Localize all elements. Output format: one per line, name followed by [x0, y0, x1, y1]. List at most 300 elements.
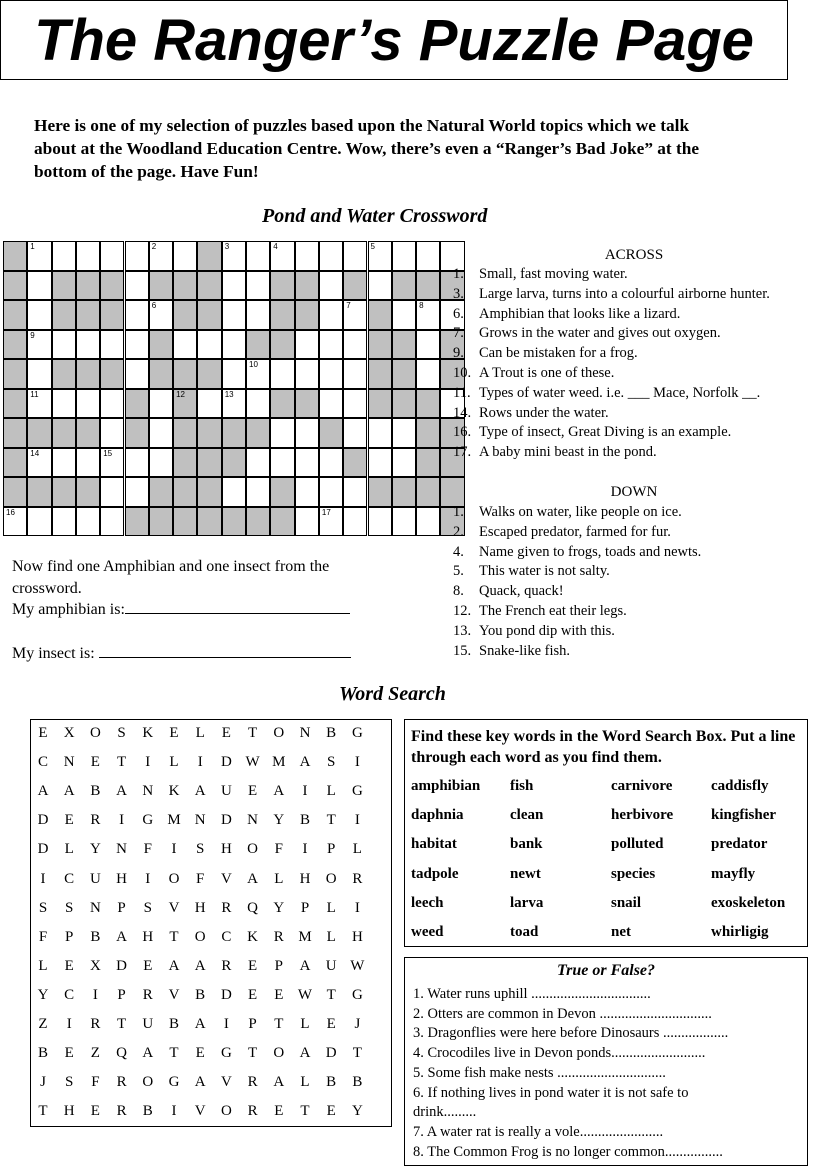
wordsearch-letter[interactable]: M: [272, 754, 286, 771]
true-false-item: 4. Crocodiles live in Devon ponds..........................: [413, 1045, 706, 1062]
crossword-block: [368, 330, 392, 360]
wordsearch-letter[interactable]: P: [248, 1016, 257, 1032]
crossword-cell[interactable]: [319, 477, 343, 507]
wordsearch-letter[interactable]: O: [220, 1103, 232, 1120]
wordsearch-letter[interactable]: G: [220, 1045, 232, 1062]
crossword-block: [149, 330, 173, 360]
wordsearch-letter[interactable]: H: [142, 928, 154, 945]
wordsearch-letter[interactable]: N: [194, 812, 206, 829]
crossword-cell[interactable]: [173, 330, 197, 360]
wordsearch-letter[interactable]: L: [352, 841, 362, 858]
wordsearch-letter[interactable]: A: [194, 783, 206, 800]
wordsearch-letter[interactable]: X: [63, 725, 75, 741]
wordsearch-letter[interactable]: B: [326, 725, 337, 741]
wordsearch-letter[interactable]: L: [300, 1074, 310, 1091]
crossword-cell[interactable]: [319, 389, 343, 419]
wordsearch-letter[interactable]: L: [300, 1016, 310, 1032]
wordsearch-letter[interactable]: T: [117, 1016, 127, 1032]
wordsearch-letter[interactable]: I: [223, 1016, 229, 1032]
wordsearch-letter[interactable]: L: [38, 957, 48, 974]
crossword-cell[interactable]: [197, 389, 221, 419]
crossword-cell[interactable]: [52, 330, 76, 360]
wordsearch-letter[interactable]: T: [248, 1045, 258, 1062]
crossword-cell[interactable]: [27, 448, 51, 478]
wordsearch-letter[interactable]: T: [169, 928, 179, 945]
wordsearch-letter[interactable]: I: [302, 783, 308, 800]
wordsearch-letter[interactable]: A: [247, 870, 259, 887]
crossword-cell[interactable]: [416, 300, 440, 330]
wordsearch-letter[interactable]: D: [116, 957, 128, 974]
wordsearch-letter[interactable]: F: [143, 841, 152, 858]
wordsearch-letter[interactable]: E: [221, 725, 231, 741]
wordsearch-letter[interactable]: U: [142, 1016, 154, 1032]
wordsearch-letter[interactable]: S: [38, 899, 48, 916]
wordsearch-letter[interactable]: E: [195, 1045, 205, 1062]
crossword-cell[interactable]: [222, 300, 246, 330]
wordsearch-letter[interactable]: I: [66, 1016, 72, 1032]
wordsearch-letter[interactable]: P: [274, 957, 283, 974]
wordsearch-letter[interactable]: L: [326, 928, 336, 945]
wordsearch-letter[interactable]: E: [326, 1103, 336, 1120]
wordsearch-letter[interactable]: R: [90, 1016, 101, 1032]
crossword-cell[interactable]: [27, 271, 51, 301]
across-clue: [453, 265, 770, 285]
crossword-cell[interactable]: [392, 507, 416, 537]
crossword-cell[interactable]: [295, 241, 319, 271]
wordsearch-letter[interactable]: T: [300, 1103, 310, 1120]
wordsearch-letter[interactable]: I: [171, 1103, 177, 1120]
wordsearch-letter[interactable]: D: [220, 986, 232, 1003]
wordsearch-letter[interactable]: I: [354, 899, 360, 916]
wordsearch-letter[interactable]: E: [274, 1103, 284, 1120]
crossword-cell[interactable]: [100, 507, 124, 537]
wordsearch-letter[interactable]: R: [247, 1074, 258, 1091]
wordsearch-letter[interactable]: P: [65, 928, 74, 945]
wordsearch-letter[interactable]: C: [37, 754, 48, 771]
crossword-cell[interactable]: [76, 507, 100, 537]
wordsearch-letter[interactable]: A: [194, 1016, 206, 1032]
clue-number: 12.: [453, 602, 472, 619]
wordsearch-letter[interactable]: Y: [37, 986, 49, 1003]
wordsearch-letter[interactable]: O: [194, 928, 206, 945]
wordsearch-letter[interactable]: F: [196, 870, 205, 887]
wordsearch-letter[interactable]: A: [299, 1045, 311, 1062]
insect-label: My insect is:: [12, 644, 95, 662]
crossword-cell[interactable]: [76, 389, 100, 419]
wordsearch-letter[interactable]: E: [64, 957, 74, 974]
crossword-cell[interactable]: [343, 418, 367, 448]
wordsearch-letter[interactable]: N: [142, 783, 154, 800]
wordsearch-letter[interactable]: H: [220, 841, 232, 858]
wordsearch-letter[interactable]: D: [220, 812, 232, 829]
wordsearch-letter[interactable]: R: [116, 1074, 127, 1091]
crossword-cell[interactable]: [343, 241, 367, 271]
crossword-cell[interactable]: [222, 271, 246, 301]
crossword-cell[interactable]: [27, 389, 51, 419]
wordsearch-letter[interactable]: I: [119, 812, 125, 829]
wordsearch-letter[interactable]: U: [325, 957, 337, 974]
crossword-cell[interactable]: [149, 448, 173, 478]
crossword-clue-number: 15: [103, 448, 113, 458]
crossword-cell[interactable]: [368, 448, 392, 478]
wordsearch-letter[interactable]: I: [354, 754, 360, 771]
crossword-cell[interactable]: [100, 330, 124, 360]
wordsearch-letter[interactable]: D: [37, 841, 49, 858]
wordsearch-letter[interactable]: N: [299, 725, 311, 741]
wordsearch-letter[interactable]: O: [325, 870, 337, 887]
crossword-cell[interactable]: [295, 477, 319, 507]
wordsearch-letter[interactable]: I: [302, 841, 308, 858]
wordsearch-letter[interactable]: V: [220, 870, 232, 887]
wordsearch-letter[interactable]: G: [351, 986, 363, 1003]
wordsearch-letter[interactable]: S: [65, 1074, 74, 1091]
wordsearch-letter[interactable]: P: [327, 841, 336, 858]
crossword-cell[interactable]: [319, 300, 343, 330]
wordsearch-letter[interactable]: V: [168, 986, 180, 1003]
crossword-cell[interactable]: [392, 300, 416, 330]
wordsearch-letter[interactable]: N: [247, 812, 259, 829]
crossword-cell[interactable]: [319, 271, 343, 301]
crossword-cell[interactable]: [295, 507, 319, 537]
wordsearch-letter[interactable]: R: [352, 870, 363, 887]
crossword-cell[interactable]: [125, 359, 149, 389]
wordsearch-letter[interactable]: E: [90, 754, 100, 771]
wordsearch-letter[interactable]: G: [142, 812, 154, 829]
wordsearch-letter[interactable]: B: [299, 812, 310, 829]
wordsearch-letter[interactable]: L: [326, 899, 336, 916]
crossword-cell[interactable]: [295, 330, 319, 360]
wordsearch-letter[interactable]: R: [221, 957, 232, 974]
crossword-cell[interactable]: [246, 300, 270, 330]
wordsearch-letter[interactable]: B: [90, 928, 101, 945]
crossword-cell[interactable]: [149, 241, 173, 271]
insect-answer-line[interactable]: [99, 643, 351, 658]
wordsearch-letter[interactable]: O: [247, 841, 259, 858]
wordsearch-letter[interactable]: T: [326, 986, 336, 1003]
crossword-cell[interactable]: [343, 330, 367, 360]
wordsearch-letter[interactable]: A: [168, 957, 180, 974]
crossword-cell[interactable]: [100, 477, 124, 507]
wordsearch-letter[interactable]: S: [117, 725, 126, 741]
wordsearch-letter[interactable]: D: [325, 1045, 337, 1062]
crossword-cell[interactable]: [246, 477, 270, 507]
wordsearch-letter[interactable]: T: [326, 812, 336, 829]
crossword-cell[interactable]: [125, 448, 149, 478]
wordsearch-letter[interactable]: A: [194, 957, 206, 974]
wordsearch-letter[interactable]: O: [89, 725, 101, 741]
wordsearch-letter[interactable]: L: [274, 870, 284, 887]
wordsearch-letter[interactable]: R: [273, 928, 284, 945]
crossword-cell[interactable]: [149, 300, 173, 330]
wordsearch-letter[interactable]: B: [326, 1074, 337, 1091]
wordsearch-letter[interactable]: L: [64, 841, 74, 858]
wordsearch-letter[interactable]: Y: [351, 1103, 363, 1120]
crossword-cell[interactable]: [295, 448, 319, 478]
wordsearch-letter[interactable]: C: [221, 928, 232, 945]
wordsearch-letter[interactable]: T: [352, 1045, 362, 1062]
crossword-cell[interactable]: [392, 241, 416, 271]
wordsearch-letter[interactable]: O: [273, 1045, 285, 1062]
wordsearch-letter[interactable]: V: [220, 1074, 232, 1091]
crossword-cell[interactable]: [222, 330, 246, 360]
wordsearch-letter[interactable]: F: [38, 928, 48, 945]
crossword-cell[interactable]: [173, 241, 197, 271]
wordsearch-letter[interactable]: I: [197, 754, 203, 771]
crossword-cell[interactable]: [52, 241, 76, 271]
crossword-cell[interactable]: [319, 241, 343, 271]
wordsearch-letter[interactable]: W: [245, 754, 260, 771]
wordsearch-letter[interactable]: K: [168, 783, 180, 800]
crossword-cell[interactable]: [343, 477, 367, 507]
crossword-cell[interactable]: [246, 271, 270, 301]
wordsearch-letter[interactable]: A: [273, 783, 285, 800]
wordsearch-letter[interactable]: L: [169, 754, 179, 771]
wordsearch-letter[interactable]: J: [354, 1016, 361, 1032]
clue-number: 14.: [453, 404, 472, 421]
clue-text: This water is not salty.: [479, 563, 610, 580]
crossword-cell[interactable]: [343, 359, 367, 389]
crossword-cell[interactable]: [76, 330, 100, 360]
wordsearch-letter[interactable]: A: [273, 1074, 285, 1091]
wordsearch-letter[interactable]: K: [142, 725, 154, 741]
wordsearch-letter[interactable]: Q: [247, 899, 259, 916]
crossword-cell[interactable]: [100, 448, 124, 478]
crossword-cell[interactable]: [270, 359, 294, 389]
crossword-cell[interactable]: [125, 330, 149, 360]
wordsearch-letter[interactable]: A: [142, 1045, 154, 1062]
wordsearch-letter[interactable]: O: [168, 870, 180, 887]
wordsearch-letter[interactable]: N: [89, 899, 101, 916]
wordsearch-letter[interactable]: B: [142, 1103, 153, 1120]
crossword-cell[interactable]: [27, 507, 51, 537]
wordsearch-letter[interactable]: G: [168, 1074, 180, 1091]
wordsearch-letter[interactable]: E: [143, 957, 153, 974]
crossword-cell[interactable]: [222, 359, 246, 389]
crossword-cell[interactable]: [197, 330, 221, 360]
crossword-cell[interactable]: [368, 507, 392, 537]
crossword-cell[interactable]: [52, 389, 76, 419]
crossword-cell[interactable]: [246, 389, 270, 419]
crossword-cell[interactable]: [3, 507, 27, 537]
wordsearch-letter[interactable]: N: [116, 841, 128, 858]
wordsearch-letter[interactable]: A: [63, 783, 75, 800]
crossword-cell[interactable]: [100, 418, 124, 448]
wordsearch-letter[interactable]: F: [274, 841, 283, 858]
crossword-cell[interactable]: [246, 448, 270, 478]
wordsearch-letter[interactable]: B: [352, 1074, 363, 1091]
wordsearch-letter[interactable]: H: [194, 899, 206, 916]
wordsearch-letter[interactable]: W: [297, 986, 313, 1003]
wordsearch-letter[interactable]: C: [64, 870, 75, 887]
wordsearch-letter[interactable]: R: [221, 899, 232, 916]
wordsearch-letter[interactable]: Z: [38, 1016, 48, 1032]
wordsearch-letter[interactable]: I: [40, 870, 46, 887]
true-false-title: True or False?: [556, 962, 656, 979]
crossword-cell[interactable]: [125, 300, 149, 330]
amphibian-answer-line[interactable]: [125, 599, 350, 614]
crossword-cell[interactable]: [343, 507, 367, 537]
wordsearch-letter[interactable]: F: [91, 1074, 100, 1091]
wordsearch-letter[interactable]: R: [116, 1103, 127, 1120]
wordsearch-letter[interactable]: Y: [89, 841, 101, 858]
crossword-cell[interactable]: [343, 389, 367, 419]
wordsearch-letter[interactable]: A: [116, 928, 128, 945]
crossword-cell[interactable]: [319, 330, 343, 360]
keyword: weed: [411, 924, 444, 940]
crossword-cell[interactable]: [270, 418, 294, 448]
crossword-cell[interactable]: [222, 477, 246, 507]
wordsearch-letter[interactable]: V: [168, 899, 180, 916]
wordsearch-letter[interactable]: M: [298, 928, 312, 945]
crossword-cell[interactable]: [52, 448, 76, 478]
crossword-cell[interactable]: [368, 271, 392, 301]
wordsearch-letter[interactable]: E: [38, 725, 48, 741]
wordsearch-letter[interactable]: R: [90, 812, 101, 829]
wordsearch-letter[interactable]: N: [63, 754, 75, 771]
crossword-cell[interactable]: [368, 418, 392, 448]
wordsearch-letter[interactable]: S: [196, 841, 205, 858]
wordsearch-letter[interactable]: P: [300, 899, 310, 916]
wordsearch-letter[interactable]: A: [194, 1074, 206, 1091]
wordsearch-letter[interactable]: R: [247, 1103, 258, 1120]
wordsearch-letter[interactable]: Y: [273, 899, 285, 916]
crossword-cell[interactable]: [319, 507, 343, 537]
wordsearch-letter[interactable]: D: [220, 754, 232, 771]
wordsearch-letter[interactable]: K: [247, 928, 259, 945]
wordsearch-letter[interactable]: P: [117, 899, 126, 916]
crossword-cell[interactable]: [392, 448, 416, 478]
wordsearch-letter[interactable]: X: [89, 957, 101, 974]
crossword-cell[interactable]: [246, 241, 270, 271]
wordsearch-letter[interactable]: H: [299, 870, 311, 887]
crossword-cell[interactable]: [27, 330, 51, 360]
crossword-cell[interactable]: [270, 448, 294, 478]
crossword-cell[interactable]: [149, 389, 173, 419]
wordsearch-letter[interactable]: E: [274, 986, 284, 1003]
crossword-cell[interactable]: [100, 241, 124, 271]
crossword-cell[interactable]: [343, 300, 367, 330]
crossword-cell[interactable]: [52, 507, 76, 537]
wordsearch-letter[interactable]: L: [195, 725, 205, 741]
wordsearch-letter[interactable]: Q: [116, 1045, 128, 1062]
crossword-cell[interactable]: [149, 418, 173, 448]
wordsearch-letter[interactable]: T: [274, 1016, 284, 1032]
crossword-cell[interactable]: [76, 241, 100, 271]
wordsearch-letter[interactable]: E: [90, 1103, 100, 1120]
wordsearch-letter[interactable]: E: [248, 986, 258, 1003]
wordsearch-letter[interactable]: T: [117, 754, 127, 771]
wordsearch-letter[interactable]: Y: [273, 812, 285, 829]
wordsearch-letter[interactable]: O: [142, 1074, 154, 1091]
wordsearch-letter[interactable]: G: [351, 783, 363, 800]
crossword-cell[interactable]: [27, 241, 51, 271]
crossword-cell[interactable]: [416, 507, 440, 537]
crossword-cell[interactable]: [246, 359, 270, 389]
wordsearch-letter[interactable]: W: [350, 957, 365, 974]
wordsearch-letter[interactable]: E: [326, 1016, 336, 1032]
crossword-cell[interactable]: [270, 241, 294, 271]
wordsearch-letter[interactable]: R: [142, 986, 153, 1003]
wordsearch-letter[interactable]: S: [143, 899, 152, 916]
crossword-cell[interactable]: [222, 389, 246, 419]
wordsearch-letter[interactable]: T: [248, 725, 258, 741]
crossword-cell[interactable]: [125, 241, 149, 271]
wordsearch-letter[interactable]: E: [248, 783, 258, 800]
crossword-block: [246, 507, 270, 537]
crossword-block: [76, 477, 100, 507]
crossword-cell[interactable]: [319, 359, 343, 389]
wordsearch-letter[interactable]: E: [169, 725, 179, 741]
wordsearch-letter[interactable]: T: [38, 1103, 48, 1120]
wordsearch-letter[interactable]: I: [354, 812, 360, 829]
wordsearch-letter[interactable]: V: [194, 1103, 206, 1120]
wordsearch-letter[interactable]: I: [171, 841, 177, 858]
crossword-cell[interactable]: [416, 359, 440, 389]
wordsearch-letter[interactable]: S: [327, 754, 336, 771]
crossword-cell[interactable]: [125, 271, 149, 301]
wordsearch-letter[interactable]: I: [145, 870, 151, 887]
wordsearch-letter[interactable]: H: [63, 1103, 75, 1120]
wordsearch-letter[interactable]: A: [116, 783, 128, 800]
wordsearch-letter[interactable]: E: [64, 1045, 74, 1062]
clue-number: 2.: [453, 523, 464, 540]
crossword-cell[interactable]: [416, 330, 440, 360]
crossword-cell[interactable]: [222, 241, 246, 271]
wordsearch-letter[interactable]: H: [351, 928, 363, 945]
wordsearch-letter[interactable]: U: [220, 783, 232, 800]
wordsearch-letter[interactable]: G: [351, 725, 363, 741]
wordsearch-letter[interactable]: L: [326, 783, 336, 800]
wordsearch-letter[interactable]: A: [299, 754, 311, 771]
crossword-cell[interactable]: [319, 448, 343, 478]
wordsearch-letter[interactable]: S: [65, 899, 74, 916]
crossword-cell[interactable]: [295, 418, 319, 448]
wordsearch-letter[interactable]: I: [145, 754, 151, 771]
wordsearch-letter[interactable]: I: [92, 986, 98, 1003]
wordsearch-letter[interactable]: U: [89, 870, 101, 887]
wordsearch-letter[interactable]: C: [64, 986, 75, 1003]
crossword-cell[interactable]: [27, 300, 51, 330]
crossword-block: [197, 241, 221, 271]
crossword-cell[interactable]: [368, 241, 392, 271]
wordsearch-letter[interactable]: J: [40, 1074, 46, 1091]
crossword-cell[interactable]: [76, 448, 100, 478]
wordsearch-letter[interactable]: H: [116, 870, 128, 887]
wordsearch-letter[interactable]: A: [37, 783, 49, 800]
wordsearch-letter[interactable]: B: [195, 986, 206, 1003]
wordsearch-letter[interactable]: E: [248, 957, 258, 974]
crossword-cell[interactable]: [27, 359, 51, 389]
wordsearch-letter[interactable]: B: [37, 1045, 48, 1062]
crossword-cell[interactable]: [392, 418, 416, 448]
crossword-cell[interactable]: [295, 359, 319, 389]
wordsearch-letter[interactable]: B: [90, 783, 101, 800]
wordsearch-letter[interactable]: E: [64, 812, 74, 829]
wordsearch-letter[interactable]: A: [299, 957, 311, 974]
crossword-cell[interactable]: [416, 241, 440, 271]
crossword-cell[interactable]: [100, 389, 124, 419]
wordsearch-letter[interactable]: O: [273, 725, 285, 741]
wordsearch-letter[interactable]: Z: [90, 1045, 100, 1062]
crossword-block: [416, 418, 440, 448]
crossword-block: [416, 477, 440, 507]
crossword-cell[interactable]: [125, 477, 149, 507]
wordsearch-letter[interactable]: P: [117, 986, 126, 1003]
wordsearch-letter[interactable]: M: [167, 812, 181, 829]
wordsearch-letter[interactable]: T: [169, 1045, 179, 1062]
wordsearch-letter[interactable]: D: [37, 812, 49, 829]
wordsearch-letter[interactable]: B: [168, 1016, 179, 1032]
